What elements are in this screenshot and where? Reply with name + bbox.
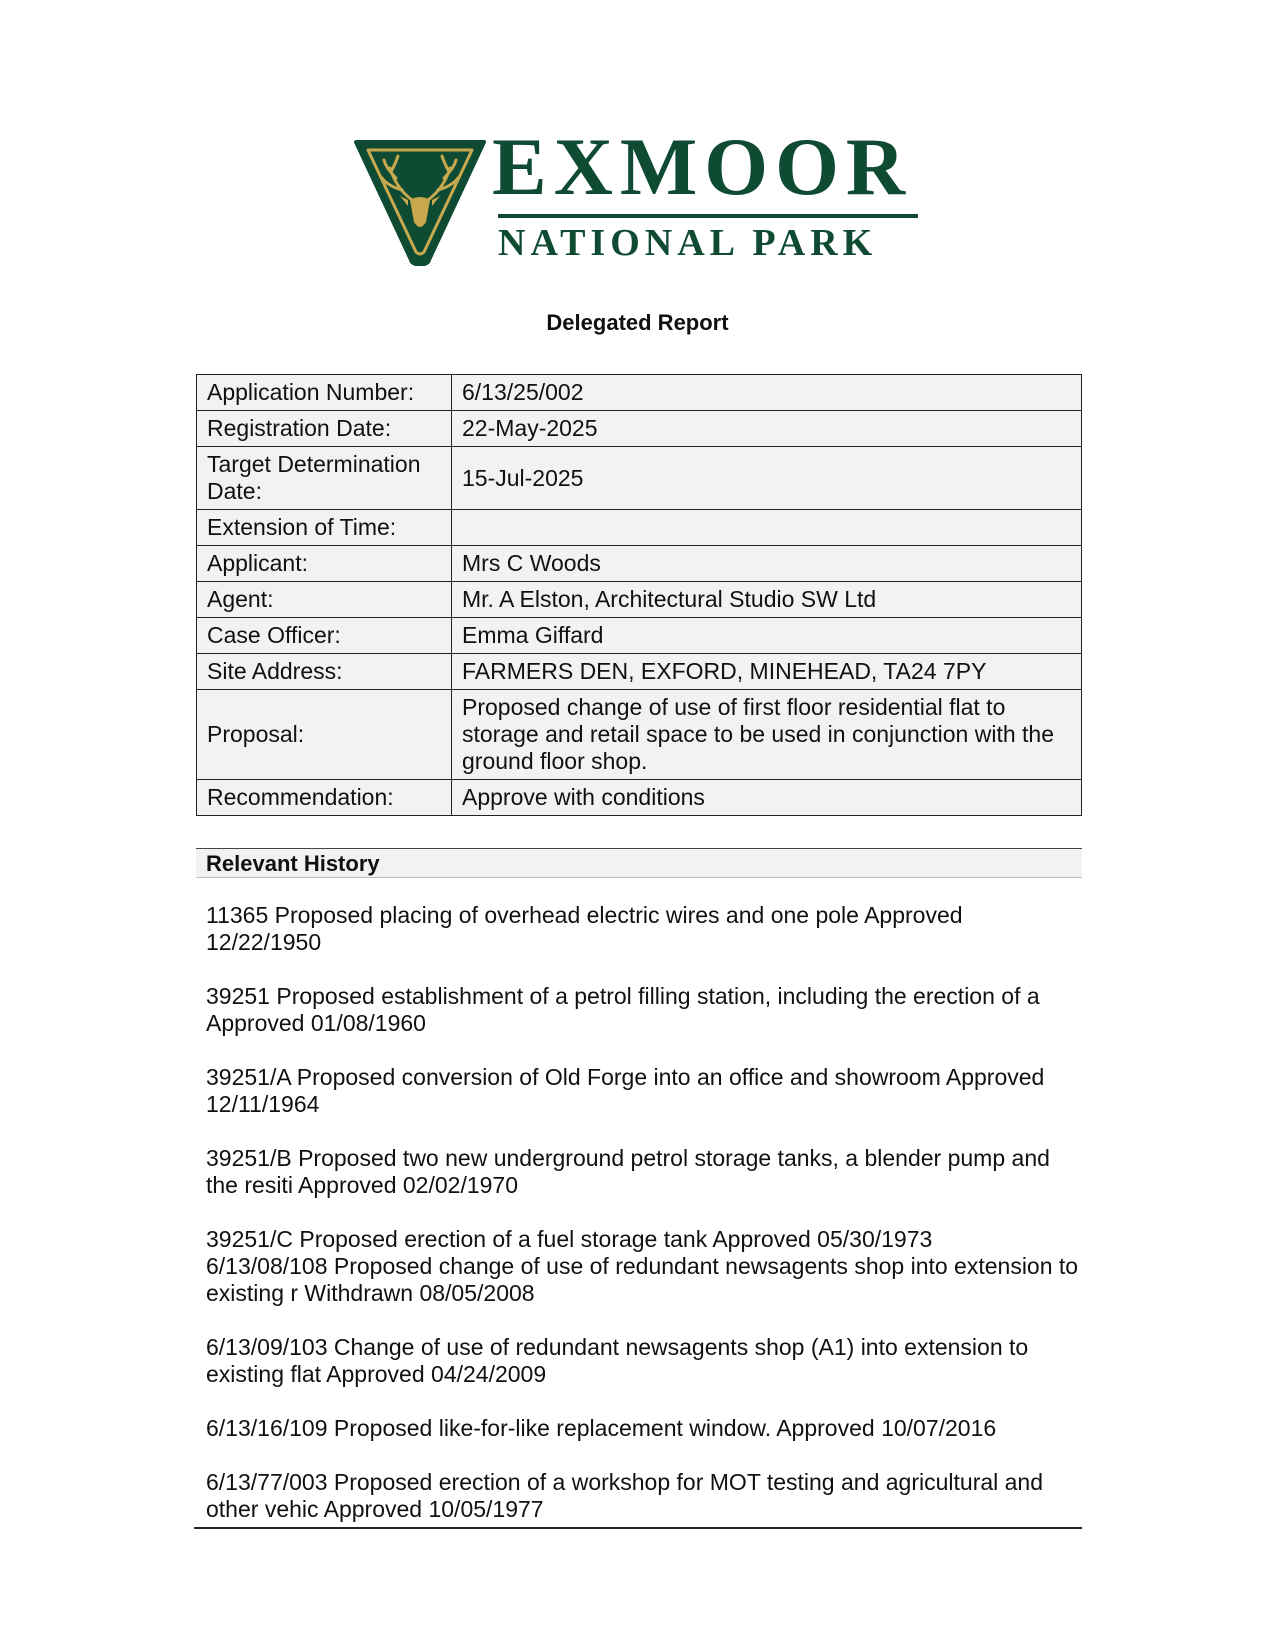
list-item: 11365 Proposed placing of overhead electric wires and one pole Approved 12/22/1950 (206, 902, 963, 955)
list-item: 39251/A Proposed conversion of Old Forge into an office and showroom Approved 12/11/1964 (206, 1064, 1045, 1117)
table-row (197, 780, 1082, 816)
row-label: Agent: (197, 582, 452, 618)
list-item: 6/13/08/108 Proposed change of use of redundant newsagents shop into extension to existing r Withdrawn 08/05/2008 (206, 1253, 1079, 1306)
table-row (197, 510, 1082, 546)
table-row (197, 618, 1082, 654)
row-value: 6/13/25/002 (452, 375, 1082, 411)
logo-wordmark-national-park: NATIONAL PARK (498, 222, 878, 264)
row-value: 15-Jul-2025 (452, 447, 1082, 510)
exmoor-national-park-logo (352, 121, 922, 268)
table-row (197, 411, 1082, 447)
table-row (197, 654, 1082, 690)
list-item: 6/13/77/003 Proposed erection of a workshop for MOT testing and agricultural and other vehic Approved 10/05/1977 (206, 1469, 1044, 1522)
row-label: Case Officer: (197, 618, 452, 654)
row-label: Recommendation: (197, 780, 452, 816)
list-item: 6/13/16/109 Proposed like-for-like replacement window. Approved 10/07/2016 (206, 1415, 997, 1441)
row-value: Mrs C Woods (452, 546, 1082, 582)
relevant-history-list (206, 902, 1082, 1523)
list-item: 39251 Proposed establishment of a petrol filling station, including the erection of a Approved 01/08/1960 (206, 983, 1040, 1036)
table-row (197, 447, 1082, 510)
row-label: Proposal: (197, 690, 452, 780)
row-value: Approve with conditions (452, 780, 1082, 816)
list-item: 6/13/09/103 Change of use of redundant newsagents shop (A1) into extension to existing flat Approved 04/24/2009 (206, 1334, 1029, 1387)
table-row (197, 690, 1082, 780)
table-row (197, 375, 1082, 411)
table-row (197, 582, 1082, 618)
section-divider (194, 1527, 1082, 1529)
logo-wordmark-exmoor: EXMOOR (492, 121, 913, 212)
relevant-history-heading: Relevant History (196, 848, 1082, 878)
row-value: FARMERS DEN, EXFORD, MINEHEAD, TA24 7PY (452, 654, 1082, 690)
table-row (197, 546, 1082, 582)
logo-divider (498, 214, 918, 218)
list-item: 39251/B Proposed two new underground petrol storage tanks, a blender pump and the resiti Approved 02/02/1970 (206, 1145, 1050, 1198)
list-item: 39251/C Proposed erection of a fuel storage tank Approved 05/30/1973 (206, 1226, 933, 1252)
stag-triangle-emblem-icon (352, 138, 488, 266)
application-details-table (196, 374, 1082, 816)
row-label: Extension of Time: (197, 510, 452, 546)
row-value: 22-May-2025 (452, 411, 1082, 447)
row-label: Site Address: (197, 654, 452, 690)
row-label: Registration Date: (197, 411, 452, 447)
row-label: Applicant: (197, 546, 452, 582)
row-value: Mr. A Elston, Architectural Studio SW Ltd (452, 582, 1082, 618)
row-label: Application Number: (197, 375, 452, 411)
row-label: Target Determination Date: (197, 447, 452, 510)
row-value (452, 510, 1082, 546)
row-value: Proposed change of use of first floor residential flat to storage and retail space to be used in conjunction with the ground floor shop. (452, 690, 1082, 780)
row-value: Emma Giffard (452, 618, 1082, 654)
report-title: Delegated Report (546, 310, 729, 335)
